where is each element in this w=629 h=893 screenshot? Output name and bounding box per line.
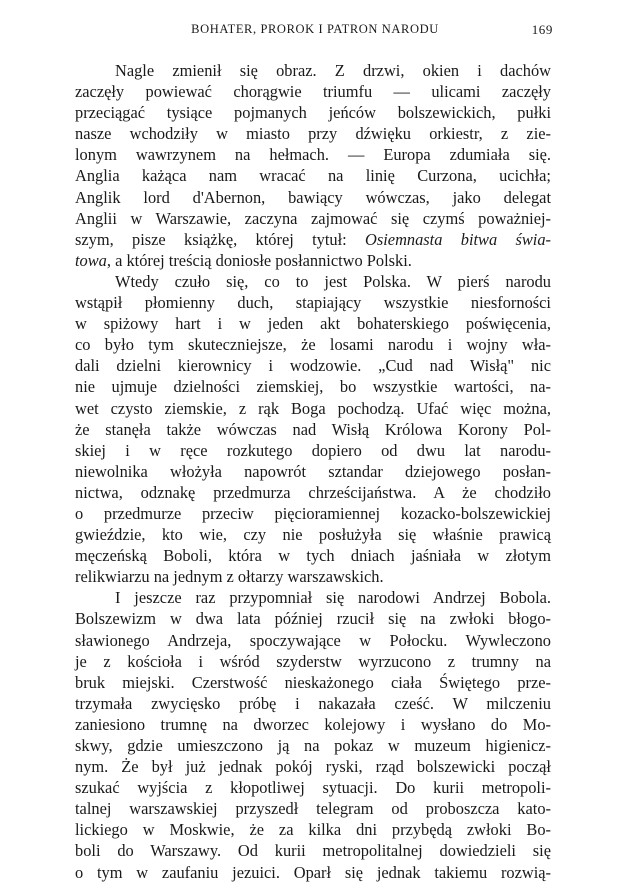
text-line: w spiżowy hart i w jeden akt bohaterskiego poświęcenia, xyxy=(75,314,551,334)
text-line: skwy, gdzie umieszczono ją na pokaz w muzeum higienicz- xyxy=(75,736,551,755)
page-number: 169 xyxy=(531,22,553,37)
text-line: zaniesiono trumnę na dworzec kolejowy i wysłano do Mo- xyxy=(75,714,551,734)
text-line: relikwiarzu na jednym z ołtarzy warszawskich. xyxy=(75,567,384,587)
text-line xyxy=(75,250,551,271)
text-line: je z kościoła i wśród szyderstw wyrzucono z trumny na xyxy=(75,651,551,671)
text-line: nictwa, odznakę przedmurza chrześcijaństwa. A że chodziło xyxy=(75,482,551,502)
text-line: skiej i w ręce rozkutego dopiero od dwu lat narodu- xyxy=(75,440,551,460)
body-text xyxy=(75,60,551,883)
text-line: dali dzielni kierownicy i wodzowie. „Cud nad Wisłą" nic xyxy=(75,356,551,376)
text-line: co było tym skuteczniejsze, że losami narodu i wojny wła- xyxy=(75,335,551,355)
text-line: zaczęły powiewać chorągwie triumfu — ulicami zaczęły xyxy=(75,82,551,102)
text-line: wstąpił płomienny duch, stapiający wszystkie niesforności xyxy=(75,293,551,313)
running-title: BOHATER, PROROK I PATRON NARODU xyxy=(191,22,439,36)
text-line: bruk miejski. Czerstwość nieskażonego ciała Świętego prze- xyxy=(75,672,551,692)
text-line: I jeszcze raz przypomniał się narodowi Andrzej Bobola. xyxy=(115,588,551,608)
text-line: lickiego w Moskwie, że za kilka dni przybędą zwłoki Bo- xyxy=(75,820,551,840)
text-line: Wtedy czuło się, co to jest Polska. W pierś narodu xyxy=(115,271,551,291)
running-header xyxy=(75,18,551,48)
text-line: nym. Że był już jednak pokój ryski, rząd bolszewicki począł xyxy=(75,757,551,777)
text-line xyxy=(75,229,551,250)
text-line: nasze wchodziły w miasto przy dźwięku orkiestr, z zie- xyxy=(75,124,551,144)
text-line: sławionego Andrzeja, spoczywające w Połocku. Wywleczono xyxy=(75,630,551,650)
text-line: niewolnika włożyła napowrót sztandar dziejowego posłan- xyxy=(75,461,551,481)
paragraph xyxy=(75,587,551,882)
text-line: gwieździe, kto wie, czy nie posłużyła się właśnie prawicą xyxy=(75,525,551,545)
book-title-italic: Osiemnasta bitwa świa- xyxy=(365,229,552,249)
text-line: o przedmurze przeciw pięcioramiennej kozacko-bolszewickiej xyxy=(75,503,551,523)
text-fragment: , a której treścią doniosłe posłannictwo Polski. xyxy=(106,250,412,270)
text-line: Bolszewizm w dwa lata później rzucił się na zwłoki błogo- xyxy=(75,609,551,629)
text-line: szukać wyjścia z kłopotliwej sytuacji. Do kurii metropoli- xyxy=(75,778,551,798)
book-page xyxy=(75,18,551,883)
book-title-italic: towa xyxy=(75,250,107,270)
text-line: męczeńską Boboli, która w tych dniach jaśniała w złotym xyxy=(75,546,551,566)
text-line: talnej warszawskiej przyszedł telegram od proboszcza kato- xyxy=(75,799,551,819)
text-fragment: szym, pisze książkę, której tytuł: xyxy=(75,229,366,249)
text-line: o tym w zaufaniu jezuici. Oparł się jednak takiemu rozwią- xyxy=(75,862,551,882)
text-line: nie ujmuje dzielności ziemskiej, bo wszystkie wartości, na- xyxy=(75,377,551,397)
text-line: że stanęła także wówczas nad Wisłą Królowa Korony Pol- xyxy=(75,419,551,439)
paragraph xyxy=(75,271,551,587)
text-line: trzymała zwycięsko próbę i nakazała cześć. W milczeniu xyxy=(75,693,551,713)
text-line: przeciągać tysiące pojmanych jeńców bolszewickich, pułki xyxy=(75,103,551,123)
text-line: wet czysto ziemskie, z rąk Boga pochodzą. Ufać więc można, xyxy=(75,398,551,418)
text-line: Anglia każąca nam wracać na linię Curzona, ucichła; xyxy=(75,166,551,186)
paragraph xyxy=(75,60,551,271)
text-line: Anglik lord d'Abernon, bawiący wówczas, jako delegat xyxy=(75,187,551,207)
text-line: lonym wawrzynem na hełmach. — Europa zdumiała się. xyxy=(75,145,551,165)
text-line: Nagle zmienił się obraz. Z drzwi, okien i dachów xyxy=(115,61,551,80)
text-line: Anglii w Warszawie, zaczyna zajmować się czymś poważniej- xyxy=(75,208,551,228)
text-line: boli do Warszawy. Od kurii metropolitalnej dowiedzieli się xyxy=(75,841,551,861)
